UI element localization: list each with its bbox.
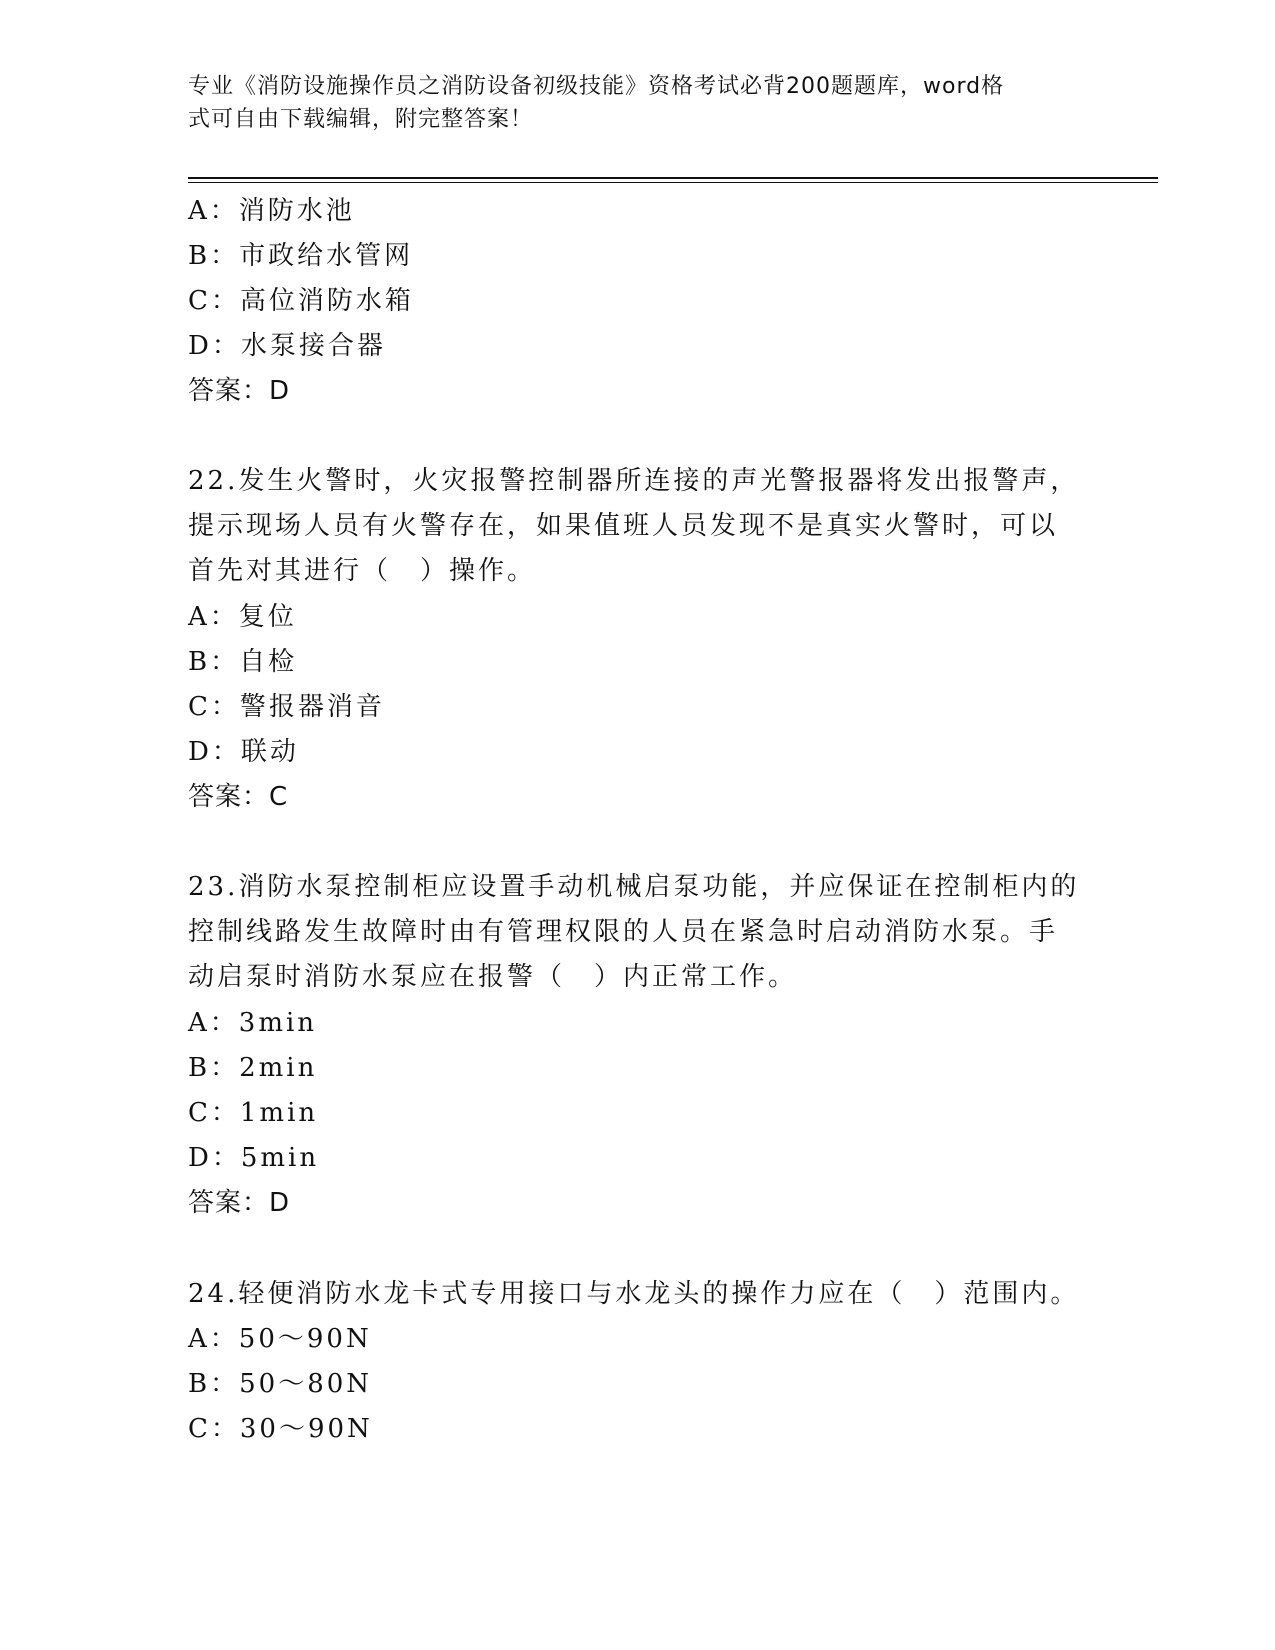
q23-option-a: A：3min — [188, 1008, 318, 1038]
q22-stem-line-3: 首先对其进行（ ）操作。 — [188, 556, 537, 586]
q24-stem-line-1: 24.轻便消防水龙卡式专用接口与水龙头的操作力应在（ ）范围内。 — [188, 1279, 1080, 1309]
q22-option-c: C：警报器消音 — [188, 692, 385, 722]
q23-answer: 答案：D — [188, 1188, 291, 1218]
q21-option-b: B：市政给水管网 — [188, 241, 414, 271]
q23-stem-line-1: 23.消防水泵控制柜应设置手动机械启泵功能，并应保证在控制柜内的 — [188, 872, 1080, 902]
header-line-1: 专业《消防设施操作员之消防设备初级技能》资格考试必背200题题库，word格 — [188, 74, 1005, 99]
header-divider-thin — [188, 182, 1158, 183]
header-line-2: 式可自由下载编辑，附完整答案！ — [188, 107, 534, 132]
q21-option-c: C：高位消防水箱 — [188, 286, 414, 316]
q22-option-b: B：自检 — [188, 647, 298, 677]
q21-option-a: A：消防水池 — [188, 196, 355, 226]
q22-option-d: D：联动 — [188, 737, 299, 767]
q21-answer: 答案：D — [188, 376, 291, 406]
q23-option-d: D：5min — [188, 1143, 320, 1173]
document-header — [188, 70, 1068, 136]
q24-option-b: B：50～80N — [188, 1369, 373, 1399]
q22-answer: 答案：C — [188, 782, 289, 812]
q23-option-b: B：2min — [188, 1053, 318, 1083]
q22-stem-line-1: 22.发生火警时，火灾报警控制器所连接的声光警报器将发出报警声， — [188, 466, 1080, 496]
header-divider — [188, 177, 1158, 179]
q21-option-d: D：水泵接合器 — [188, 331, 386, 361]
q24-option-a: A：50～90N — [188, 1324, 372, 1354]
q23-stem-line-3: 动启泵时消防水泵应在报警（ ）内正常工作。 — [188, 962, 798, 992]
q23-stem-line-2: 控制线路发生故障时由有管理权限的人员在紧急时启动消防水泵。手 — [188, 917, 1059, 947]
q22-stem-line-2: 提示现场人员有火警存在，如果值班人员发现不是真实火警时，可以 — [188, 511, 1059, 541]
q23-option-c: C：1min — [188, 1098, 319, 1128]
q22-option-a: A：复位 — [188, 602, 297, 632]
q24-option-c: C：30～90N — [188, 1414, 373, 1444]
